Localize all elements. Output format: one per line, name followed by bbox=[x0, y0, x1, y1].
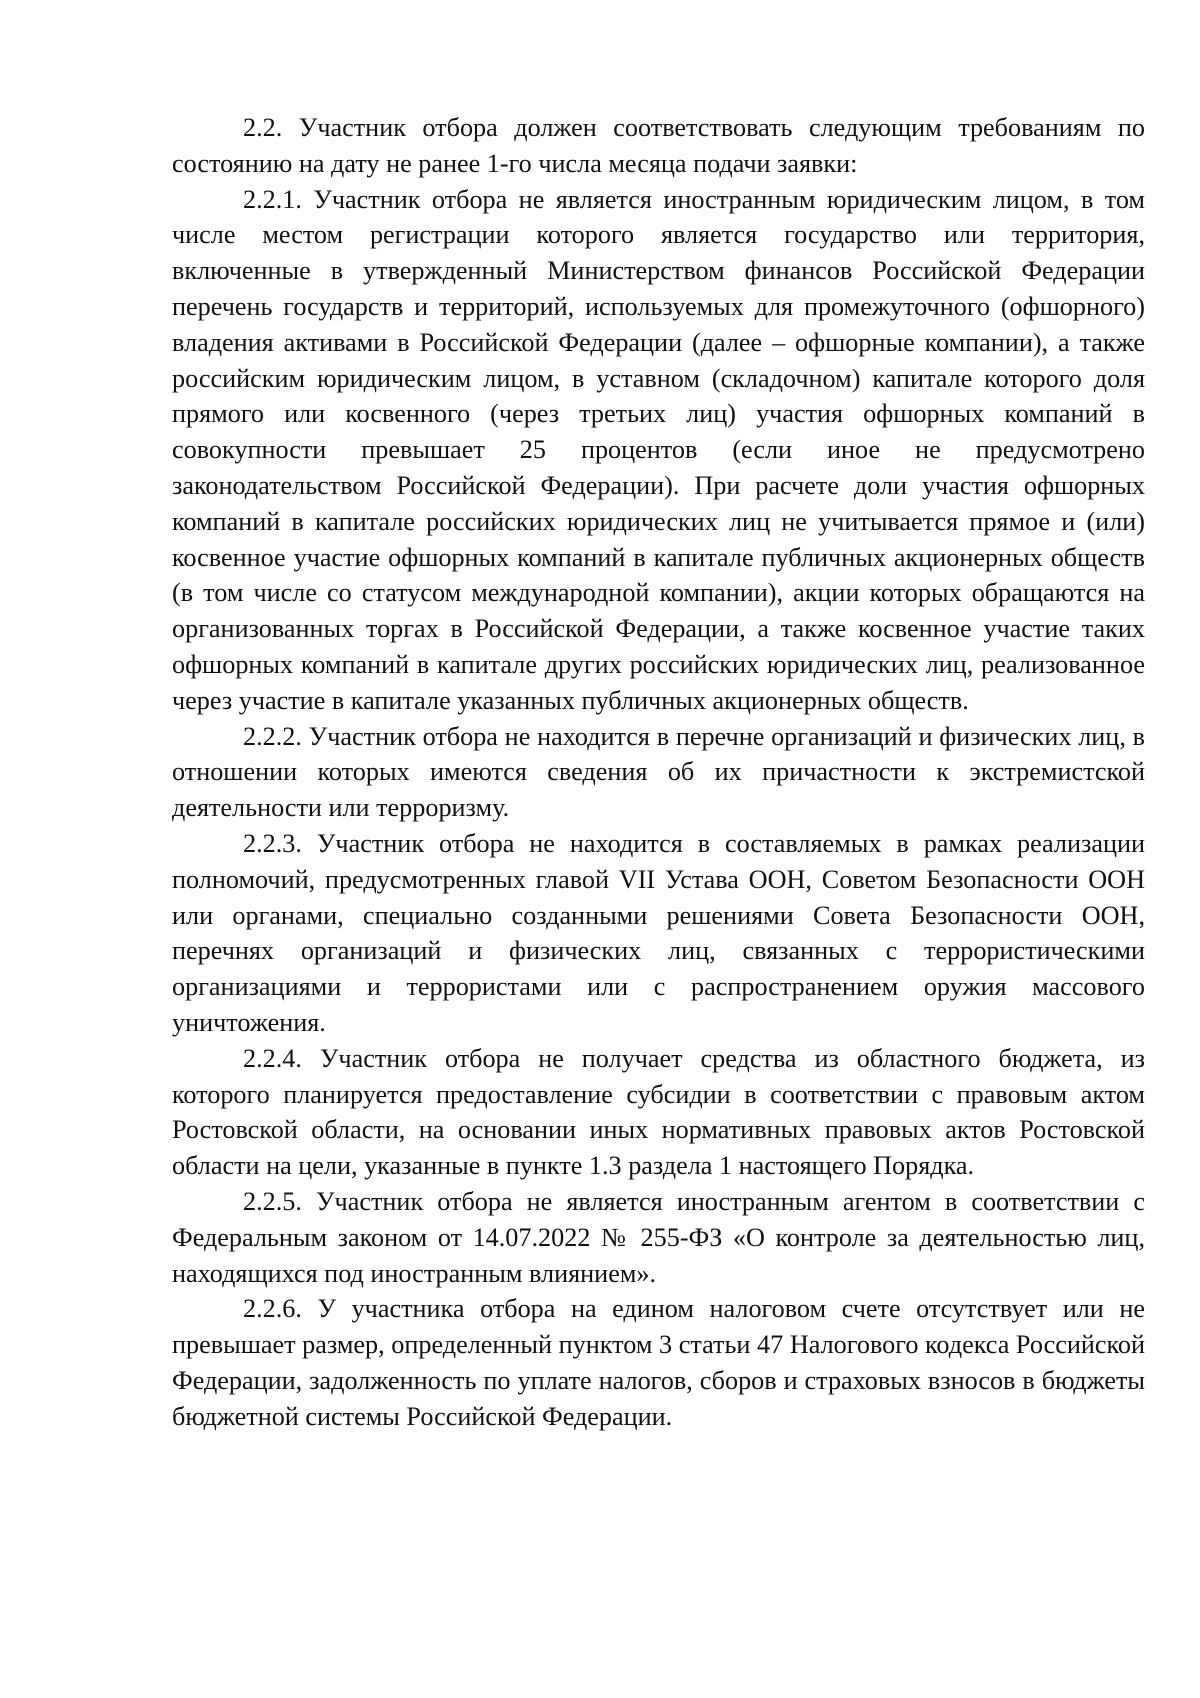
paragraph-2-2: 2.2. Участник отбора должен соответствовать следующим требованиям по состоянию на дату не ранее 1-го числа месяца подачи заявки: bbox=[172, 113, 1145, 178]
paragraph-2-2-5: 2.2.5. Участник отбора не является иностранным агентом в соответствии с Федеральным законом от 14.07.2022 № 255-ФЗ «О контроле за деятельностью лиц, находящихся под иностранным влиянием». bbox=[172, 1186, 1145, 1288]
paragraph-2-2-1: 2.2.1. Участник отбора не является иностранным юридическим лицом, в том числе местом регистрации которого является государство или территория, включенные в утвержденный Министерством финансов Российской Федерации перечень государств и территорий, используемых для промежуточного (офшорного) владения активами в Российской Федерации (далее – офшорные компании), а также российским юридическим лицом, в уставном (складочном) капитале которого доля прямого или косвенного (через третьих лиц) участия офшорных компаний в совокупности превышает 25 процентов (если иное не предусмотрено законодательством Российской Федерации). При расчете доли участия офшорных компаний в капитале российских юридических лиц не учитывается прямое и (или) косвенное участие офшорных компаний в капитале публичных акционерных обществ (в том числе со статусом международной компании), акции которых обращаются на организованных торгах в Российской Федерации, а также косвенное участие таких офшорных компаний в капитале других российских юридических лиц, реализованное через участие в капитале указанных публичных акционерных обществ. bbox=[172, 184, 1145, 715]
paragraph-2-2-4: 2.2.4. Участник отбора не получает средства из областного бюджета, из которого планируется предоставление субсидии в соответствии с правовым актом Ростовской области, на основании иных нормативных правовых актов Ростовской области на цели, указанные в пункте 1.3 раздела 1 настоящего Порядка. bbox=[172, 1043, 1145, 1181]
paragraph-2-2-3: 2.2.3. Участник отбора не находится в составляемых в рамках реализации полномочий, предусмотренных главой VII Устава ООН, Советом Безопасности ООН или органами, специально созданными решениями Совета Безопасности ООН, перечнях организаций и физических лиц, связанных с террористическими организациями и террористами или с распространением оружия массового уничтожения. bbox=[172, 828, 1145, 1037]
paragraph-2-2-2: 2.2.2. Участник отбора не находится в перечне организаций и физических лиц, в отношении которых имеются сведения об их причастности к экстремистской деятельности или терроризму. bbox=[172, 721, 1145, 823]
paragraph-2-2-6: 2.2.6. У участника отбора на едином налоговом счете отсутствует или не превышает размер, определенный пунктом 3 статьи 47 Налогового кодекса Российской Федерации, задолженность по уплате налогов, сборов и страховых взносов в бюджеты бюджетной системы Российской Федерации. bbox=[172, 1294, 1145, 1431]
document-page bbox=[172, 110, 1145, 1434]
